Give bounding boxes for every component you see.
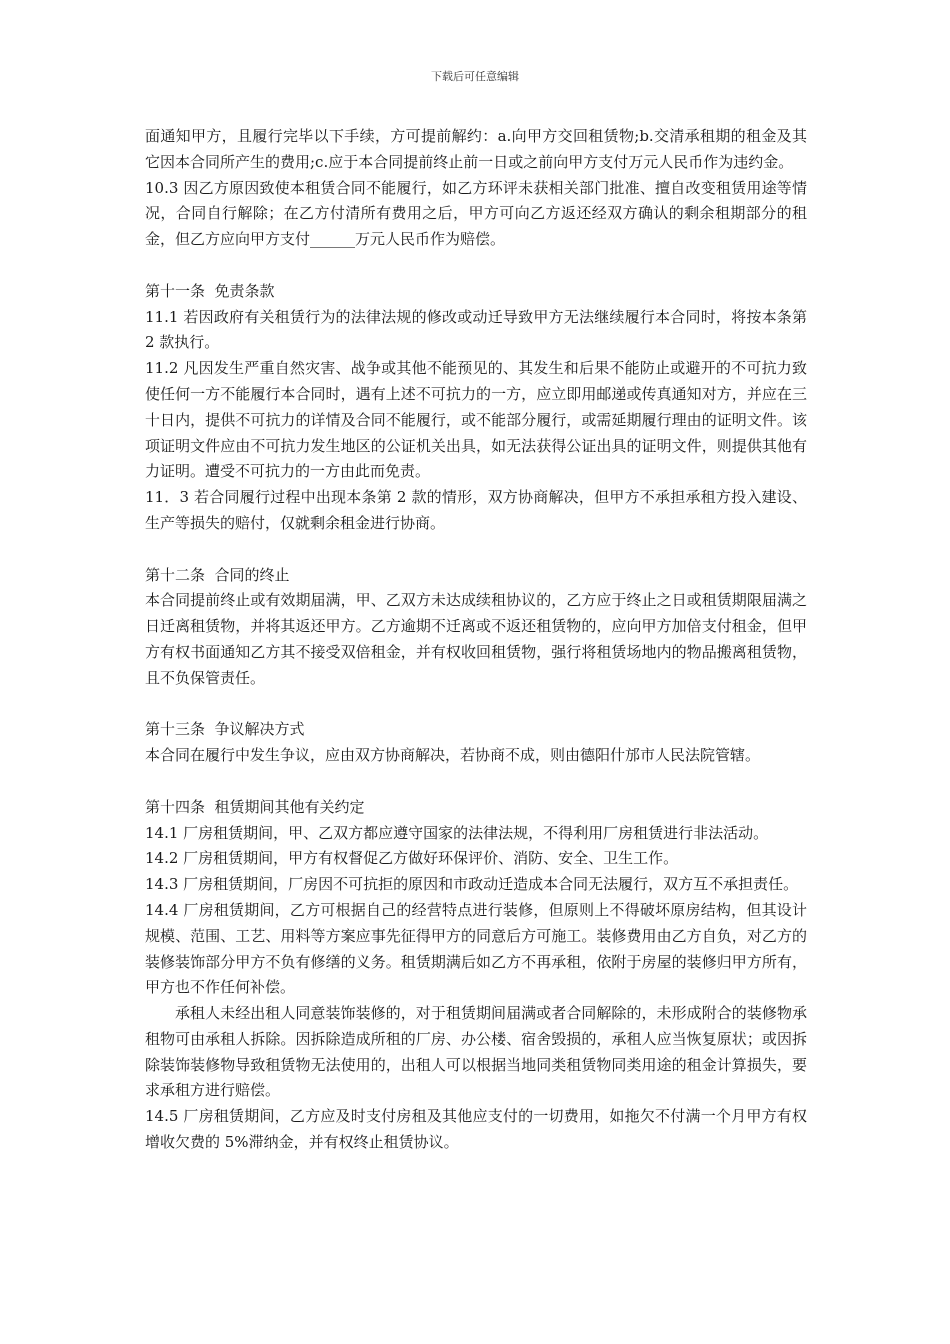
clause-11-3: 11．3 若合同履行过程中出现本条第 2 款的情形，双方协商解决，但甲方不承担承租方投入建设、生产等损失的赔付，仅就剩余租金进行协商。 [145, 488, 807, 532]
article-11-heading: 第十一条 免责条款 [145, 281, 275, 300]
clause-14-3: 14.3 厂房租赁期间，厂房因不可抗拒的原因和市政动迁造成本合同无法履行，双方互不承担责任。 [145, 875, 799, 894]
article-12-heading: 第十二条 合同的终止 [145, 565, 290, 584]
page-header: 下载后可任意编辑 [431, 70, 519, 83]
article-14-heading: 第十四条 租赁期间其他有关约定 [145, 797, 365, 816]
clause-14-1: 14.1 厂房租赁期间，甲、乙双方都应遵守国家的法律法规，不得利用厂房租赁进行非法活动。 [145, 823, 769, 842]
clause-11-1: 11.1 若因政府有关租赁行为的法律法规的修改或动迁导致甲方无法继续履行本合同时，将按本条第 2 款执行。 [145, 307, 812, 352]
document-body [145, 124, 812, 1156]
article-13-heading: 第十三条 争议解决方式 [145, 720, 305, 739]
clause-14-2: 14.2 厂房租赁期间，甲方有权督促乙方做好环保评价、消防、安全、卫生工作。 [145, 849, 679, 868]
paragraph-early-termination: 面通知甲方，且履行完毕以下手续，方可提前解约：a.向甲方交回租赁物;b.交清承租期的租金及其它因本合同所产生的费用;c.应于本合同提前终止前一日或之前向甲方支付万元人民币作为违约金。 [145, 127, 807, 171]
clause-14-4: 14.4 厂房租赁期间，乙方可根据自己的经营特点进行装修，但原则上不得破坏原房结构，但其设计规模、范围、工艺、用料等方案应事先征得甲方的同意后方可施工。装修费用由乙方自负，对乙方的装修装饰部分甲方不负有修缮的义务。租赁期满后如乙方不再承租，依附于房屋的装修归甲方所有，甲方也不作任何补偿。 [145, 900, 807, 997]
clause-14-4-continued: 承租人未经出租人同意装饰装修的，对于租赁期间届满或者合同解除的，未形成附合的装修物承租物可由承租人拆除。因拆除造成所租的厂房、办公楼、宿舍毁损的，承租人应当恢复原状；或因拆除装饰装修物导致租赁物无法使用的，出租人可以根据当地同类租赁物同类用途的租金计算损失，要求承租方进行赔偿。 [145, 1004, 807, 1100]
clause-11-2: 11.2 凡因发生严重自然灾害、战争或其他不能预见的、其发生和后果不能防止或避开的不可抗力致使任何一方不能履行本合同时，遇有上述不可抗力的一方，应立即用邮递或传真通知对方，并应在三十日内，提供不可抗力的详情及合同不能履行，或不能部分履行，或需延期履行理由的证明文件。该项证明文件应由不可抗力发生地区的公证机关出具，如无法获得公证出具的证明文件，则提供其他有力证明。遭受不可抗力的一方由此而免责。 [145, 359, 807, 481]
clause-10-3: 10.3 因乙方原因致使本租赁合同不能履行，如乙方环评未获相关部门批准、擅自改变租赁用途等情况，合同自行解除；在乙方付清所有费用之后，甲方可向乙方返还经双方确认的剩余租期部分的租金，但乙方应向甲方支付______万元人民币作为赔偿。 [145, 178, 807, 249]
article-12-text: 本合同提前终止或有效期届满，甲、乙双方未达成续租协议的，乙方应于终止之日或租赁期限届满之日迁离租赁物，并将其返还甲方。乙方逾期不迁离或不返还租赁物的，应向甲方加倍支付租金，但甲方有权书面通知乙方其不接受双倍租金，并有权收回租赁物，强行将租赁场地内的物品搬离租赁物，且不负保管责任。 [145, 591, 807, 687]
article-13-text: 本合同在履行中发生争议，应由双方协商解决，若协商不成，则由德阳什邡市人民法院管辖。 [145, 746, 761, 765]
clause-14-5: 14.5 厂房租赁期间，乙方应及时支付房租及其他应支付的一切费用，如拖欠不付满一个月甲方有权增收欠费的 5%滞纳金，并有权终止租赁协议。 [145, 1107, 807, 1152]
